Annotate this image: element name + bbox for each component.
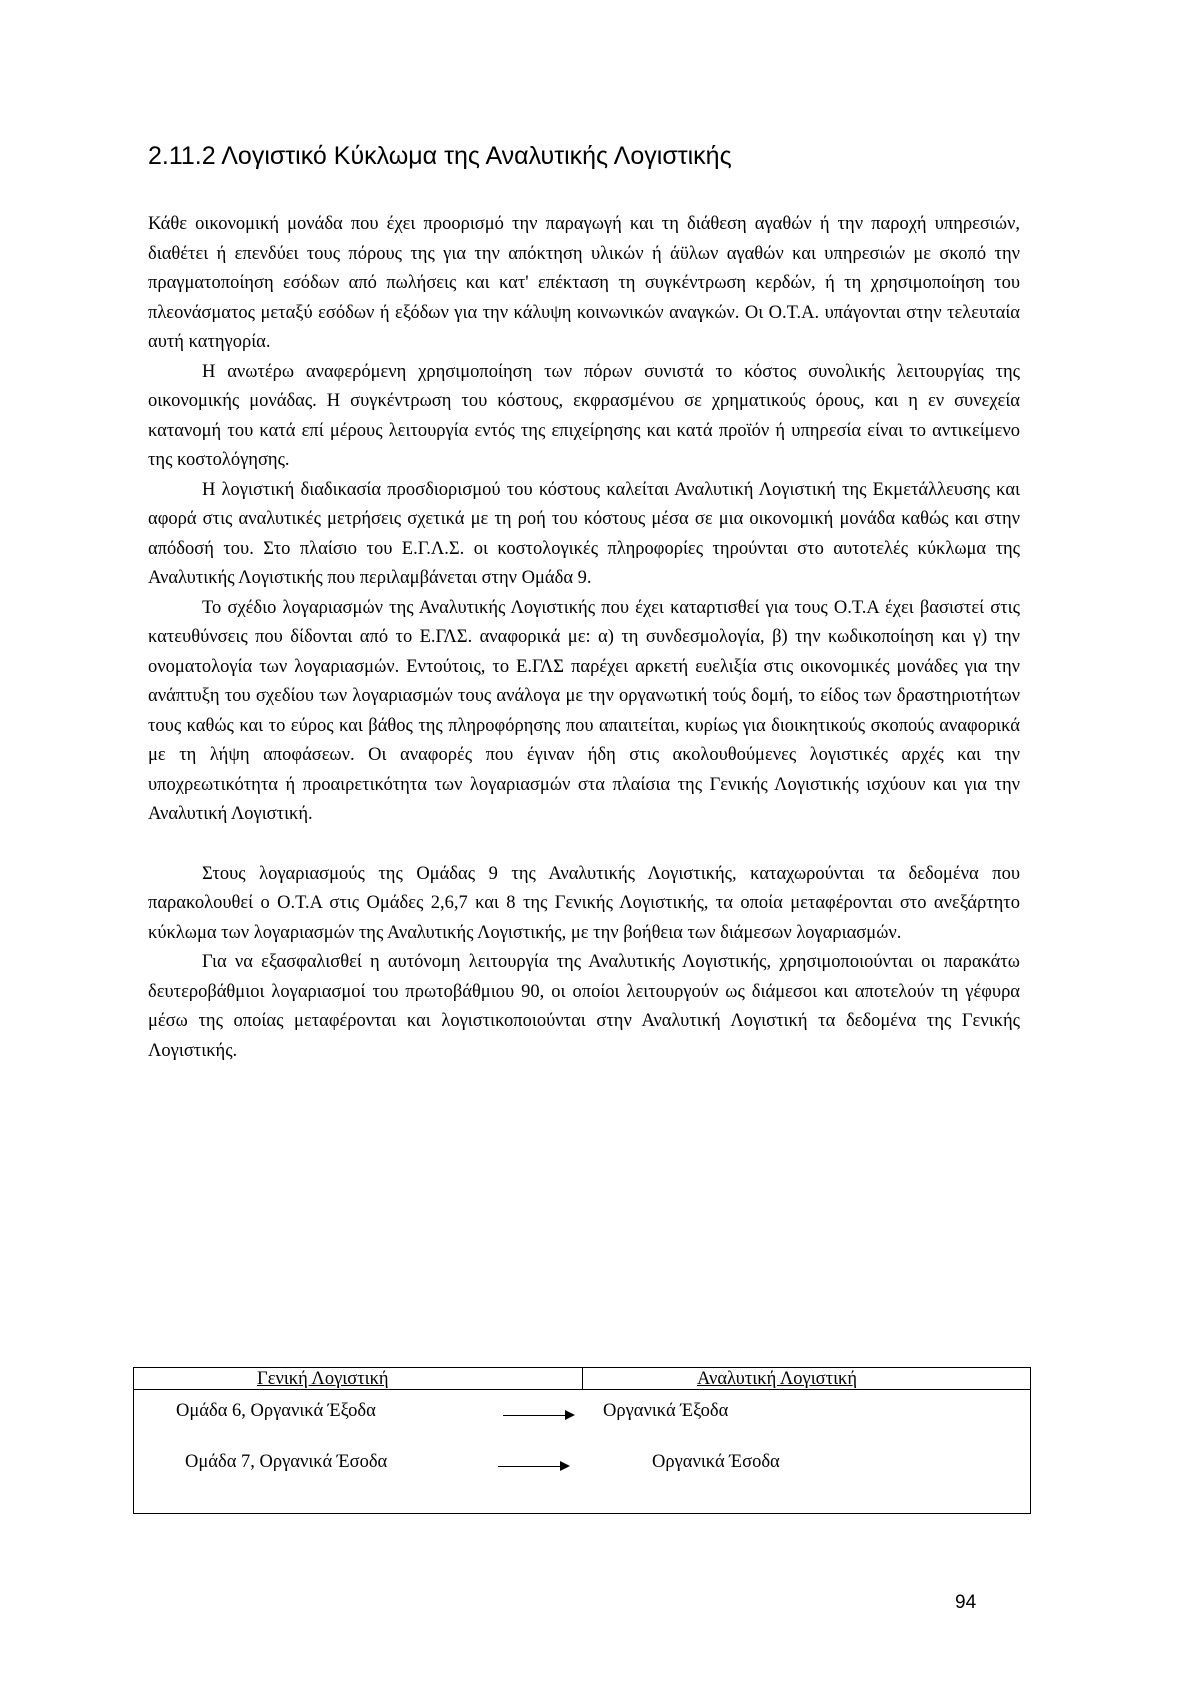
paragraph-1: Κάθε οικονομική μονάδα που έχει προορισμό την παραγωγή και τη διάθεση αγαθών ή την παροχή υπηρεσιών, διαθέτει ή επενδύει τους πόρους της για την απόκτηση υλικών ή άϋλων αγαθών και υπηρεσιών με σκοπό την πραγματοποίηση εσόδων από πωλήσεις και κατ' επέκταση τη συγκέντρωση κερδών, ή τη χρησιμοποίηση του πλεονάσματος μεταξύ εσόδων ή εξόδων για την κάλυψη κοινωνικών αναγκών. Οι Ο.Τ.Α. υπάγονται στην τελευταία αυτή κατηγορία. — [148, 214, 1020, 352]
section-heading: 2.11.2 Λογιστικό Κύκλωμα της Αναλυτικής Λογιστικής — [148, 142, 732, 170]
arrow-right-icon — [503, 1415, 569, 1416]
table-header-general: Γενική Λογιστική — [257, 1369, 389, 1389]
arrow-right-icon — [498, 1466, 564, 1467]
account-mapping-table — [133, 1367, 1031, 1514]
table-row-2-left: Ομάδα 7, Οργανικά Έσοδα — [185, 1452, 388, 1472]
paragraph-2: Η ανωτέρω αναφερόμενη χρησιμοποίηση των πόρων συνιστά το κόστος συνολικής λειτουργίας της οικονομικής μονάδας. Η συγκέντρωση του κόστους, εκφρασμένου σε χρηματικούς όρους, και η εν συνεχεία κατανομή του κατά επί μέρους λειτουργία εντός της επιχείρησης και κατά προϊόν ή υπηρεσία είναι το αντικείμενο της κοστολόγησης. — [148, 361, 1020, 470]
table-row-1-right: Οργανικά Έξοδα — [603, 1401, 729, 1421]
table-row-1-left: Ομάδα 6, Οργανικά Έξοδα — [176, 1401, 376, 1421]
paragraph-5: Στους λογαριασμούς της Ομάδας 9 της Αναλυτικής Λογιστικής, καταχωρούνται τα δεδομένα που παρακολουθεί ο Ο.Τ.Α στις Ομάδες 2,6,7 και 8 της Γενικής Λογιστικής, τα οποία μεταφέρονται στο ανεξάρτητο κύκλωμα των λογαριασμών της Αναλυτικής Λογιστικής, με την βοήθεια των διάμεσων λογαριασμών. — [148, 863, 1020, 943]
paragraph-4: Το σχέδιο λογαριασμών της Αναλυτικής Λογιστικής που έχει καταρτισθεί για τους Ο.Τ.Α έχει βασιστεί στις κατευθύνσεις που δίδονται από το Ε.ΓΛΣ. αναφορικά με: α) τη συνδεσμολογία, β) την κωδικοποίηση και γ) την ονοματολογία των λογαριασμών. Εντούτοις, το Ε.ΓΛΣ παρέχει αρκετή ευελιξία στις οικονομικές μονάδες για την ανάπτυξη του σχεδίου των λογαριασμών τους ανάλογα με την οργανωτική τούς δομή, το είδος των δραστηριοτήτων τους καθώς και το εύρος και βάθος της πληροφόρησης που απαιτείται, κυρίως για διοικητικούς σκοπούς αναφορικά με τη λήψη αποφάσεων. Οι αναφορές που έγιναν ήδη στις ακολουθούμενες λογιστικές αρχές και την υποχρεωτικότητα ή προαιρετικότητα των λογαριασμών στα πλαίσια της Γενικής Λογιστικής ισχύουν και για την Αναλυτική Λογιστική. — [148, 597, 1020, 824]
page-number: 94 — [955, 1592, 977, 1613]
header-divider — [582, 1368, 583, 1389]
paragraph-3: Η λογιστική διαδικασία προσδιορισμού του κόστους καλείται Αναλυτική Λογιστική της Εκμετάλλευσης και αφορά στις αναλυτικές μετρήσεις σχετικά με τη ροή του κόστους μέσα σε μια οικονομική μονάδα καθώς και στην απόδοσή του. Στο πλαίσιο του Ε.Γ.Λ.Σ. οι κοστολογικές πληροφορίες τηρούνται στο αυτοτελές κύκλωμα της Αναλυτικής Λογιστικής που περιλαμβάνεται στην Ομάδα 9. — [148, 479, 1020, 588]
table-row-2-right: Οργανικά Έσοδα — [652, 1452, 780, 1472]
paragraph-6: Για να εξασφαλισθεί η αυτόνομη λειτουργία της Αναλυτικής Λογιστικής, χρησιμοποιούνται οι παρακάτω δευτεροβάθμιοι λογαριασμοί του πρωτοβάθμιου 90, οι οποίοι λειτουργούν ως διάμεσοι και αποτελούν τη γέφυρα μέσω της οποίας μεταφέρονται και λογιστικοποιούνται στην Αναλυτική Λογιστική τα δεδομένα της Γενικής Λογιστικής. — [148, 952, 1020, 1061]
table-header-analytical: Αναλυτική Λογιστική — [697, 1369, 858, 1389]
body-text — [148, 210, 1020, 1066]
